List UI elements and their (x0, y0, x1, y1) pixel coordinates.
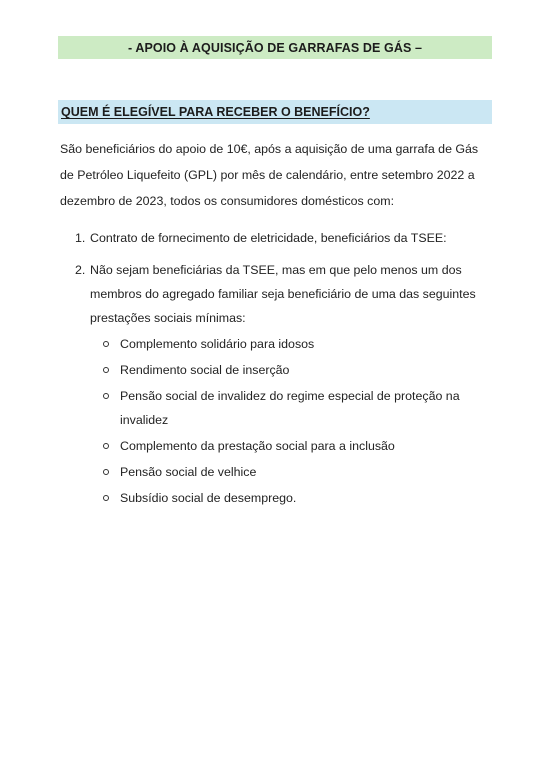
item-text: Contrato de fornecimento de eletricidade, beneficiários da TSEE: (90, 231, 447, 245)
item-text: Não sejam beneficiárias da TSEE, mas em que pelo menos um dos membros do agregado familiar seja beneficiário de uma das seguintes prestações sociais mínimas: (90, 263, 476, 325)
item-number: 2. (75, 263, 86, 277)
bullet-text: Pensão social de velhice (120, 465, 257, 479)
title-banner (58, 36, 492, 59)
hollow-circle-bullet-icon (103, 495, 109, 501)
list-item (103, 434, 495, 458)
item-number: 1. (75, 231, 86, 245)
bullet-text: Complemento da prestação social para a inclusão (120, 439, 395, 453)
bullet-text: Complemento solidário para idosos (120, 337, 315, 351)
list-item (103, 332, 495, 356)
numbered-item-2 (75, 258, 495, 330)
hollow-circle-bullet-icon (103, 469, 109, 475)
section-heading-banner (58, 100, 492, 124)
list-item (103, 384, 495, 432)
numbered-item-1 (75, 226, 495, 250)
bullet-text: Subsídio social de desemprego. (120, 491, 297, 505)
hollow-circle-bullet-icon (103, 393, 109, 399)
hollow-circle-bullet-icon (103, 341, 109, 347)
list-item (103, 486, 495, 510)
bullet-text: Rendimento social de inserção (120, 363, 290, 377)
hollow-circle-bullet-icon (103, 367, 109, 373)
section-heading: QUEM É ELEGÍVEL PARA RECEBER O BENEFÍCIO? (61, 105, 370, 119)
list-item (103, 460, 495, 484)
benefits-bullet-list (103, 332, 495, 512)
list-item (103, 358, 495, 382)
hollow-circle-bullet-icon (103, 443, 109, 449)
document-title: - APOIO À AQUISIÇÃO DE GARRAFAS DE GÁS – (127, 40, 423, 55)
intro-paragraph: São beneficiários do apoio de 10€, após a aquisição de uma garrafa de Gás de Petróleo Liquefeito (GPL) por mês de calendário, entre setembro 2022 a dezembro de 2023, todos os consumidores domésticos com: (60, 142, 479, 208)
bullet-text: Pensão social de invalidez do regime especial de proteção na invalidez (120, 389, 460, 427)
